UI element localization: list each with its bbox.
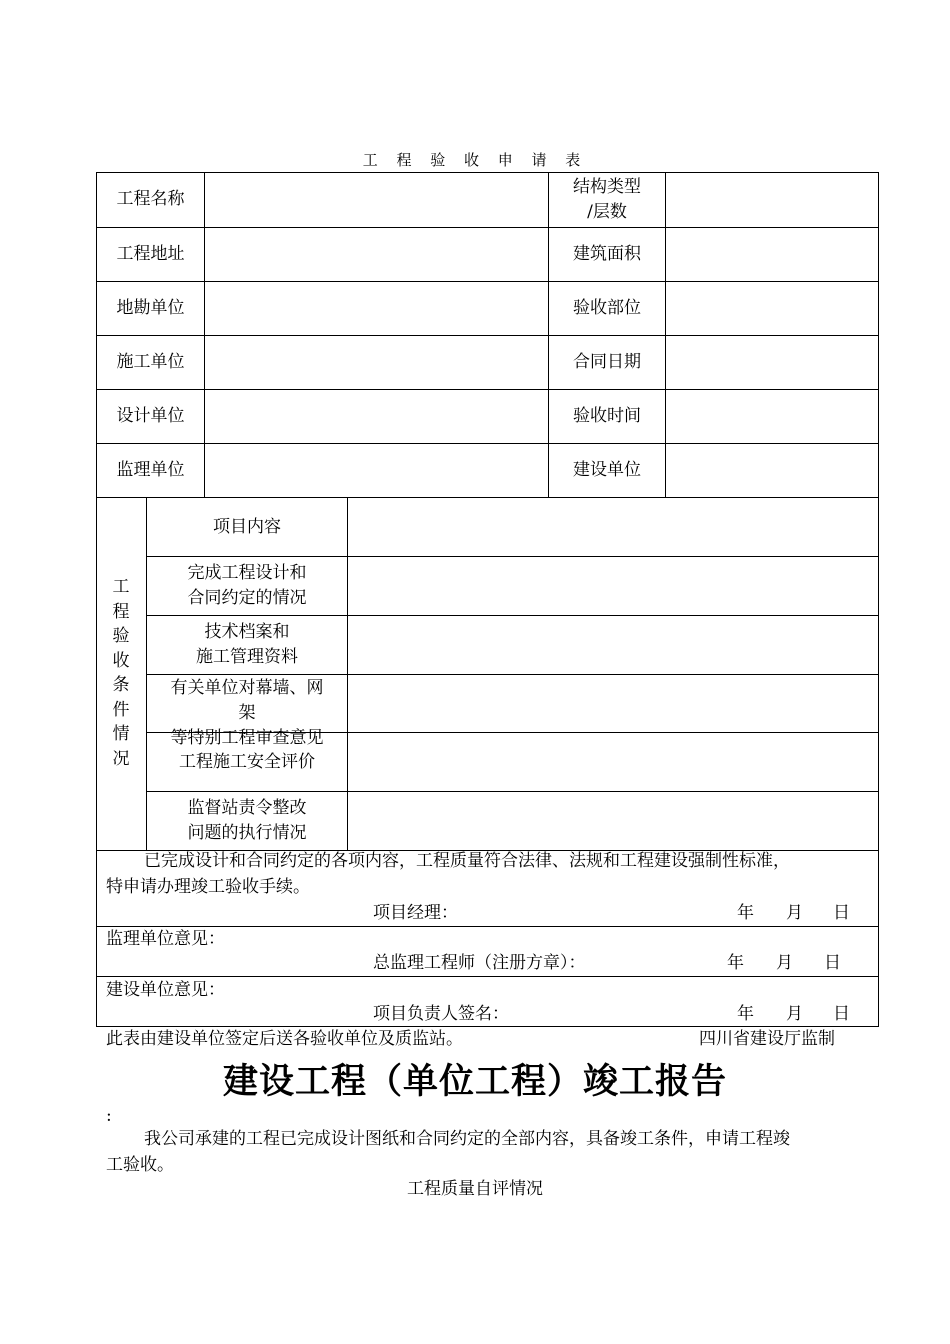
label-contract-date: 合同日期 xyxy=(573,352,641,372)
label-project-name: 工程名称 xyxy=(116,189,185,209)
owner-date-year: 年 xyxy=(737,1004,754,1024)
supervision-date-year: 年 xyxy=(727,953,744,973)
project-name-field[interactable] xyxy=(205,173,548,227)
owner-unit-field[interactable] xyxy=(666,444,878,497)
label-acceptance-time: 验收时间 xyxy=(573,406,641,426)
form-title: 工 程 验 收 申 请 表 xyxy=(362,151,588,169)
supervision-date-day: 日 xyxy=(824,953,841,973)
condition-item-safety-evaluation: 工程施工安全评价 xyxy=(179,752,315,772)
form-footer-note: 此表由建设单位签定后送各验收单位及质监站。 xyxy=(106,1029,463,1049)
supervision-opinion-label: 监理单位意见： xyxy=(106,929,225,949)
acceptance-part-field[interactable] xyxy=(666,282,878,335)
label-design-unit: 设计单位 xyxy=(116,406,185,426)
project-leader-signature-label: 项目负责人签名： xyxy=(373,1004,509,1024)
quality-self-evaluation-heading: 工程质量自评情况 xyxy=(407,1179,543,1199)
label-project-address: 工程地址 xyxy=(116,244,185,264)
project-manager-label: 项目经理： xyxy=(373,903,458,923)
declaration-date-month: 月 xyxy=(786,903,803,923)
condition-item-rectification: 监督站责令整改 问题的执行情况 xyxy=(187,798,307,843)
condition-item-content-header: 项目内容 xyxy=(213,517,281,537)
label-building-area: 建筑面积 xyxy=(573,244,641,264)
label-acceptance-part: 验收部位 xyxy=(573,298,641,318)
chief-supervisor-label: 总监理工程师（注册方章）： xyxy=(373,953,586,973)
project-address-field[interactable] xyxy=(205,228,548,281)
supervision-date-month: 月 xyxy=(776,953,793,973)
declaration-line-1: 已完成设计和合同约定的各项内容，工程质量符合法律、法规和工程建设强制性标准， xyxy=(144,851,790,871)
design-unit-field[interactable] xyxy=(205,390,548,443)
condition-value-tech-archives[interactable] xyxy=(348,616,878,674)
building-area-field[interactable] xyxy=(666,228,878,281)
survey-unit-field[interactable] xyxy=(205,282,548,335)
conditions-side-label: 工 程 验 收 条 件 情 况 xyxy=(112,577,130,769)
condition-value-content[interactable] xyxy=(348,498,878,556)
contract-date-field[interactable] xyxy=(666,336,878,389)
owner-date-month: 月 xyxy=(786,1004,803,1024)
label-structure-type: 结构类型 /层数 xyxy=(573,177,641,222)
report-paragraph-line-1: 我公司承建的工程已完成设计图纸和合同约定的全部内容，具备竣工条件，申请工程竣 xyxy=(144,1129,790,1149)
construction-unit-field[interactable] xyxy=(205,336,548,389)
condition-value-safety[interactable] xyxy=(348,733,878,791)
form-issuer: 四川省建设厅监制 xyxy=(699,1029,835,1049)
declaration-line-2: 特申请办理竣工验收手续。 xyxy=(106,877,310,897)
label-supervision-unit: 监理单位 xyxy=(116,460,185,480)
label-construction-unit: 施工单位 xyxy=(116,352,185,372)
declaration-date-day: 日 xyxy=(833,903,850,923)
condition-item-design-contract: 完成工程设计和 合同约定的情况 xyxy=(187,563,307,608)
condition-value-design-contract[interactable] xyxy=(348,557,878,615)
label-survey-unit: 地勘单位 xyxy=(116,298,185,318)
owner-opinion-label: 建设单位意见： xyxy=(106,980,225,1000)
condition-item-tech-archives: 技术档案和 施工管理资料 xyxy=(196,622,298,667)
condition-value-curtain-wall[interactable] xyxy=(348,675,878,732)
acceptance-time-field[interactable] xyxy=(666,390,878,443)
condition-item-curtain-wall-review: 有关单位对幕墙、网 架 等特别工程审查意见 xyxy=(170,678,324,748)
label-owner-unit: 建设单位 xyxy=(573,460,641,480)
report-title: 建设工程（单位工程）竣工报告 xyxy=(222,1062,727,1102)
report-paragraph-line-2: 工验收。 xyxy=(106,1155,174,1175)
owner-date-day: 日 xyxy=(833,1004,850,1024)
supervision-unit-field[interactable] xyxy=(205,444,548,497)
declaration-date-year: 年 xyxy=(737,903,754,923)
report-addressee-colon: : xyxy=(106,1106,112,1126)
structure-type-field[interactable] xyxy=(666,173,878,227)
condition-value-rectification[interactable] xyxy=(348,792,878,850)
